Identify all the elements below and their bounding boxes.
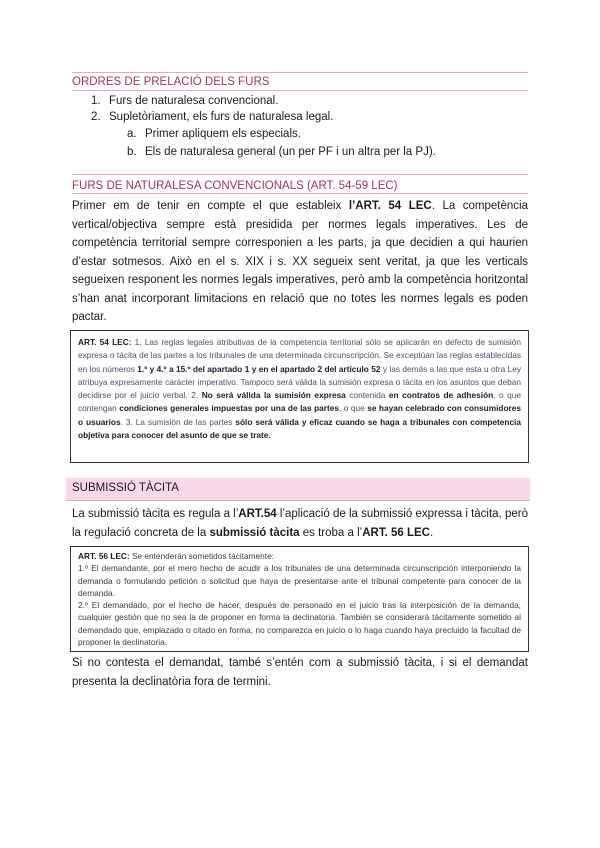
paragraph-closing: Si no contesta el demandat, també s’entén com a submissió tàcita, i si el demandat presenta la declinatòria fora de termini. — [72, 657, 528, 688]
divider — [72, 174, 528, 175]
section-title-furs-convencionals: FURS DE NATURALESA CONVENCIONALS (ART. 54-59 LEC) — [72, 180, 398, 192]
list-item: 1. Furs de naturalesa convencional. — [91, 95, 279, 107]
list-item: 2. Supletòriament, els furs de naturalesa legal. — [91, 111, 334, 123]
legal-quote-art54: ART. 54 LEC: 1. Las reglas legales atributivas de la competencia territorial sólo se aplicarán en defecto de sumisión expresa o tácita de las partes a los tribunales de una determinada circunscripción. Se exceptúan las reglas establecidas en los números 1.º y 4.º a 15.º del apartado 1 y en el apartado 2 del artículo 52 y las demás a las que esta u otra Ley atribuya expresamente carácter imperativo. Tampoco será válida la sumisión expresa o tácita en los asuntos que deban decidirse por el juicio verbal. 2. No será válida la sumisión expresa contenida en contratos de adhesión, o que contengan condiciones generales impuestas por una de las partes, o que se hayan celebrado con consumidores o usuarios. 3. La sumisión de las partes sólo será válida y eficaz cuando se haga a tribunales con competencia objetiva para conocer del asunto de que se trate. — [70, 330, 529, 463]
list-subitem: a. Primer apliquem els especials. — [127, 128, 301, 140]
section-title-submissio: SUBMISSIÓ TÀCITA — [66, 478, 530, 501]
section-title-ordres: ORDRES DE PRELACIÓ DELS FURS — [72, 76, 270, 88]
paragraph-submissio: La submissió tàcita es regula a l’ART.54 l’aplicació de la submissió expressa i tàcita, però la regulació concreta de la submissió tàcita es troba a l’ART. 56 LEC. — [72, 508, 528, 539]
list-subitem: b. Els de naturalesa general (un per PF i un altra per la PJ). — [127, 146, 436, 158]
divider — [72, 90, 528, 91]
paragraph-art54: Primer em de tenir en compte el que estableix l’ART. 54 LEC. La competència vertical/objectiva sempre està presidida per normes legals imperatives. Les de competència territorial sempre corresponien a les parts, ja que decidien a qui haurien d’estar sotmesos. Això en el s. XIX i s. XX segueix sent veritat, ja que les verticals segueixen responent les normes legals imperatives, però amb la competència horitzontal s’han anat incorporant limitacions en relació que no totes les normes legals es poden pactar. — [72, 200, 528, 323]
divider — [72, 72, 528, 73]
legal-quote-art56: ART. 56 LEC: Se entenderán sometidos tácitamente: 1.º El demandante, por el mero hecho de acudir a los tribunales de una determinada circunscripción interponiendo la demanda o formulando petición o solicitud que haya de presentarse ante el tribunal competente para conocer de la demanda. 2.º El demandado, por el hecho de hacer, después de personado en el juicio tras la interposición de la demanda, cualquier gestión que no sea la de proponer en forma la declinatoria. También se considerará tácitamente sometido al demandado que, emplazado o citado en forma, no comparezca en juicio o lo haga cuando haya precluido la facultad de proponer la declinatoria. — [70, 546, 529, 652]
divider — [72, 193, 528, 194]
